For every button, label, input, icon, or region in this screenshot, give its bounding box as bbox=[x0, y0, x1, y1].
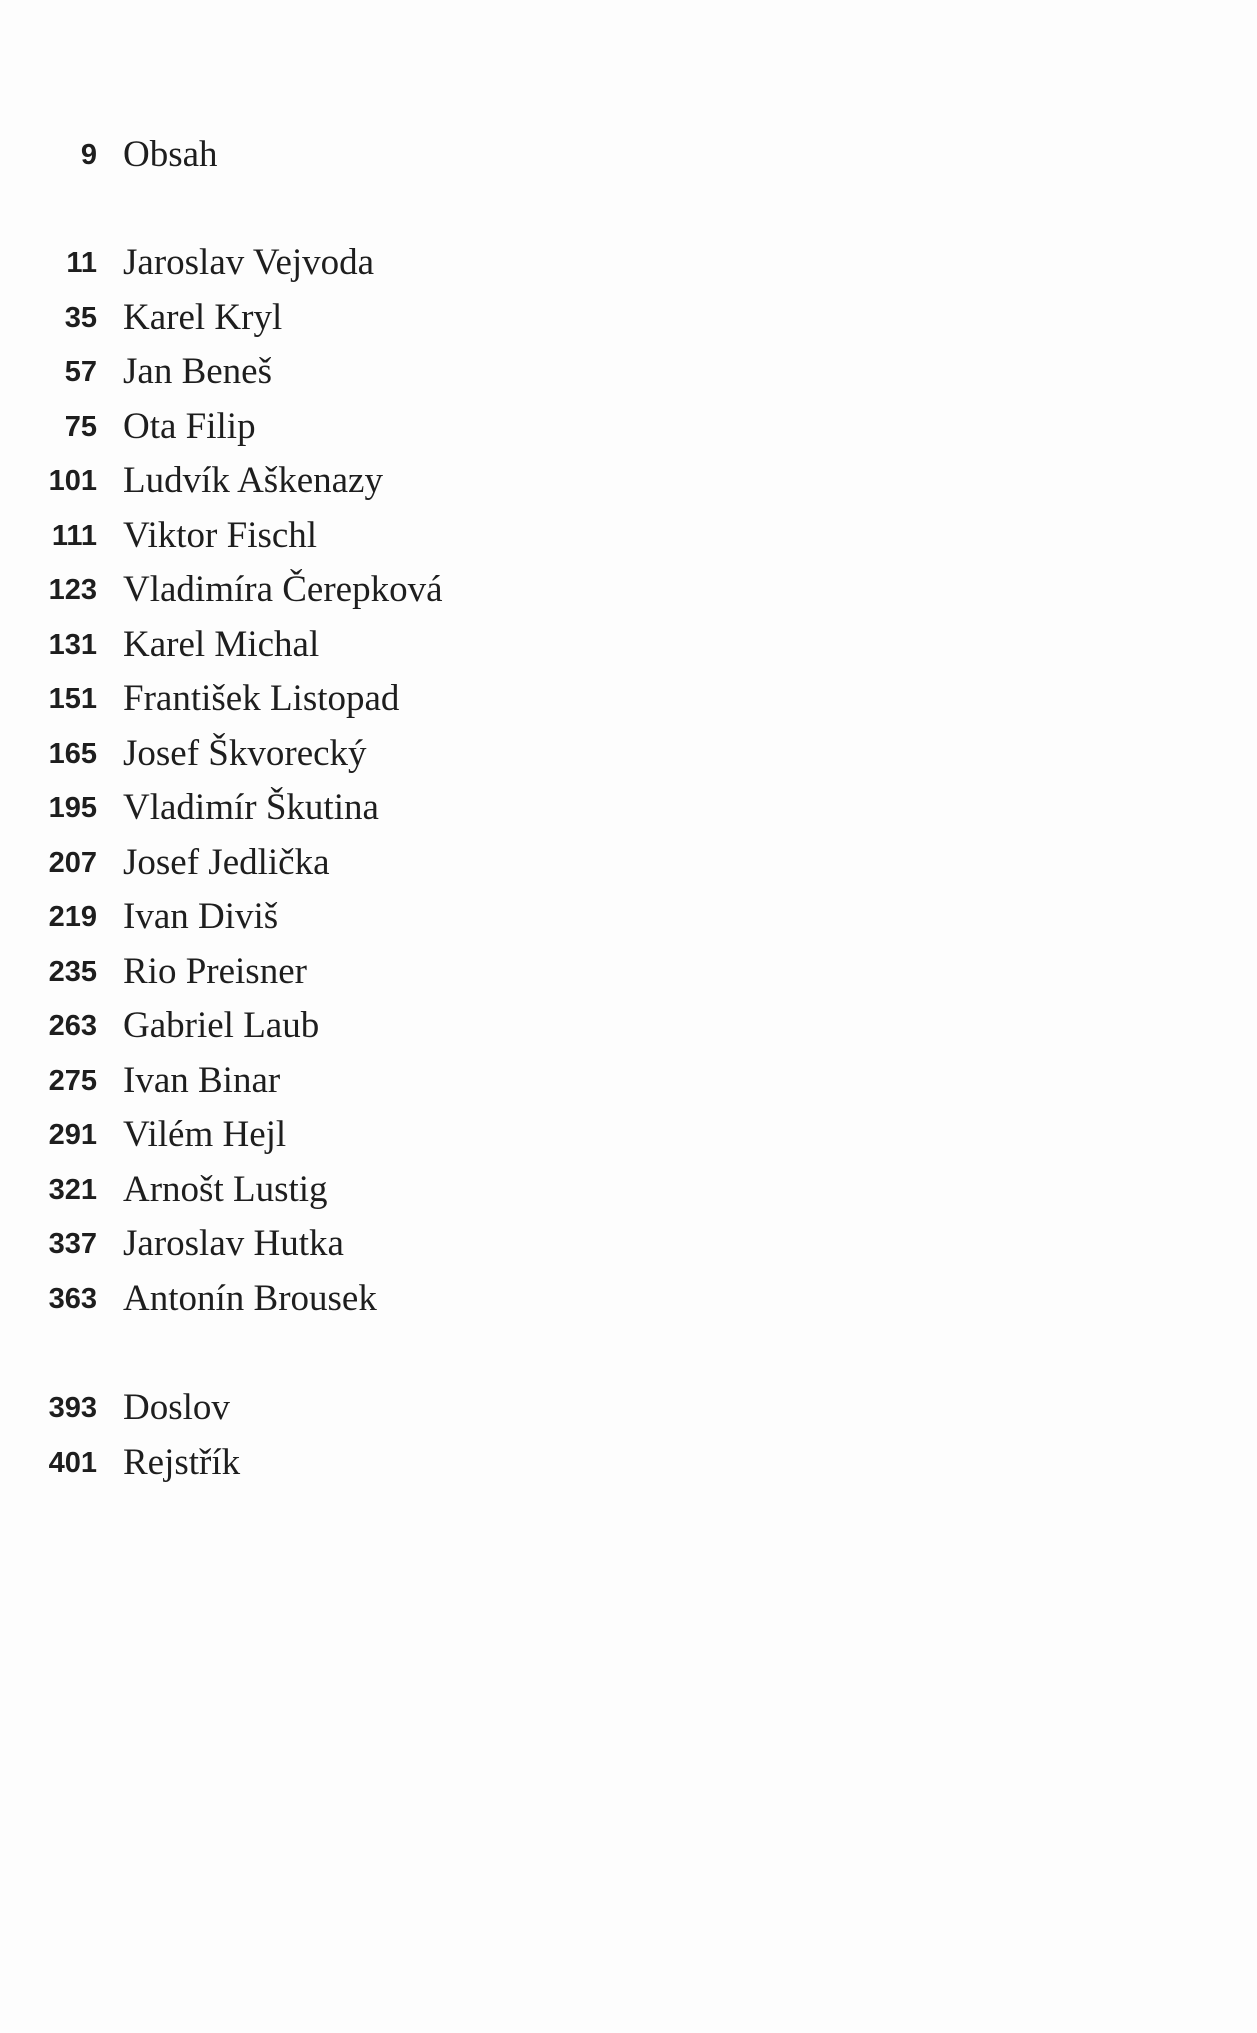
toc-page-number: 123 bbox=[48, 574, 97, 606]
toc-entry bbox=[0, 236, 1257, 291]
toc-page-number: 291 bbox=[48, 1119, 97, 1151]
toc-intro-group bbox=[0, 128, 1257, 183]
toc-entry-title: Josef Jedlička bbox=[123, 841, 330, 883]
toc-entry bbox=[0, 400, 1257, 455]
toc-page-number: 207 bbox=[48, 846, 97, 879]
toc-entry bbox=[0, 836, 1257, 891]
toc-entry bbox=[0, 727, 1257, 782]
toc-entry-title: Rejstřík bbox=[123, 1441, 241, 1483]
toc-entry bbox=[0, 345, 1257, 400]
toc-page-number: 165 bbox=[48, 737, 97, 770]
toc-page-number: 363 bbox=[48, 1282, 97, 1315]
toc-entry-title: Vladimír Škutina bbox=[123, 787, 379, 828]
toc-entry bbox=[0, 509, 1257, 564]
toc-entry bbox=[0, 128, 1257, 183]
toc-page-number: 111 bbox=[51, 519, 97, 552]
toc-entry bbox=[0, 1163, 1257, 1218]
toc-page-number: 75 bbox=[64, 410, 97, 443]
toc-entry bbox=[0, 1381, 1257, 1436]
toc-entry-title: Ivan Diviš bbox=[123, 896, 279, 937]
toc-entry-title: Karel Kryl bbox=[123, 296, 283, 338]
toc-entry bbox=[0, 1054, 1257, 1109]
toc-page-number: 101 bbox=[48, 465, 97, 497]
toc-page-number: 151 bbox=[48, 683, 97, 715]
toc-entry-title: Jaroslav Hutka bbox=[123, 1223, 344, 1264]
toc-entry-title: Gabriel Laub bbox=[123, 1005, 320, 1046]
toc-entry bbox=[0, 999, 1257, 1054]
toc-entry-title: Jan Beneš bbox=[123, 351, 272, 392]
toc-page-number: 263 bbox=[48, 1010, 97, 1042]
toc-page-number: 35 bbox=[64, 301, 97, 334]
toc-back-matter-group bbox=[0, 1381, 1257, 1490]
toc-page-number: 9 bbox=[80, 139, 97, 171]
toc-entry-title: Karel Michal bbox=[123, 623, 320, 665]
toc-entry-title: Vilém Hejl bbox=[123, 1114, 287, 1155]
toc-page-number: 131 bbox=[48, 628, 97, 661]
toc-entry bbox=[0, 1436, 1257, 1491]
toc-page-number: 275 bbox=[48, 1064, 97, 1097]
toc-entry bbox=[0, 291, 1257, 346]
toc-chapters-group bbox=[0, 236, 1257, 1326]
toc-entry-title: Jaroslav Vejvoda bbox=[123, 242, 375, 283]
toc-entry bbox=[0, 945, 1257, 1000]
toc-entry-title: Ludvík Aškenazy bbox=[123, 460, 383, 501]
toc-page-number: 393 bbox=[48, 1392, 97, 1424]
toc-page-number: 195 bbox=[48, 792, 97, 824]
toc-entry bbox=[0, 1272, 1257, 1327]
toc-entry-title: František Listopad bbox=[123, 678, 400, 719]
toc-entry-title: Rio Preisner bbox=[123, 950, 307, 992]
toc-entry-title: Antonín Brousek bbox=[123, 1277, 377, 1319]
toc-entry-title: Obsah bbox=[123, 134, 218, 175]
toc-entry bbox=[0, 1108, 1257, 1163]
toc-entry bbox=[0, 1217, 1257, 1272]
toc-entry-title: Ivan Binar bbox=[123, 1059, 281, 1101]
toc-entry bbox=[0, 672, 1257, 727]
toc-entry bbox=[0, 890, 1257, 945]
toc-entry-title: Vladimíra Čerepková bbox=[123, 569, 443, 610]
toc-page-number: 337 bbox=[48, 1228, 97, 1260]
toc-entry-title: Arnošt Lustig bbox=[123, 1168, 328, 1210]
toc-page-number: 235 bbox=[48, 955, 97, 988]
toc-page-number: 219 bbox=[48, 901, 97, 933]
toc-page-number: 11 bbox=[66, 247, 97, 279]
toc-entry-title: Josef Škvorecký bbox=[123, 732, 367, 774]
toc-page-number: 57 bbox=[64, 356, 97, 388]
toc-entry bbox=[0, 563, 1257, 618]
toc-entry-title: Ota Filip bbox=[123, 405, 256, 447]
toc-page-number: 321 bbox=[48, 1173, 97, 1206]
toc-entry bbox=[0, 618, 1257, 673]
toc-entry bbox=[0, 454, 1257, 509]
toc-entry-title: Viktor Fischl bbox=[123, 514, 318, 556]
toc-entry bbox=[0, 781, 1257, 836]
toc-page-number: 401 bbox=[48, 1446, 97, 1479]
toc-entry-title: Doslov bbox=[123, 1387, 230, 1428]
